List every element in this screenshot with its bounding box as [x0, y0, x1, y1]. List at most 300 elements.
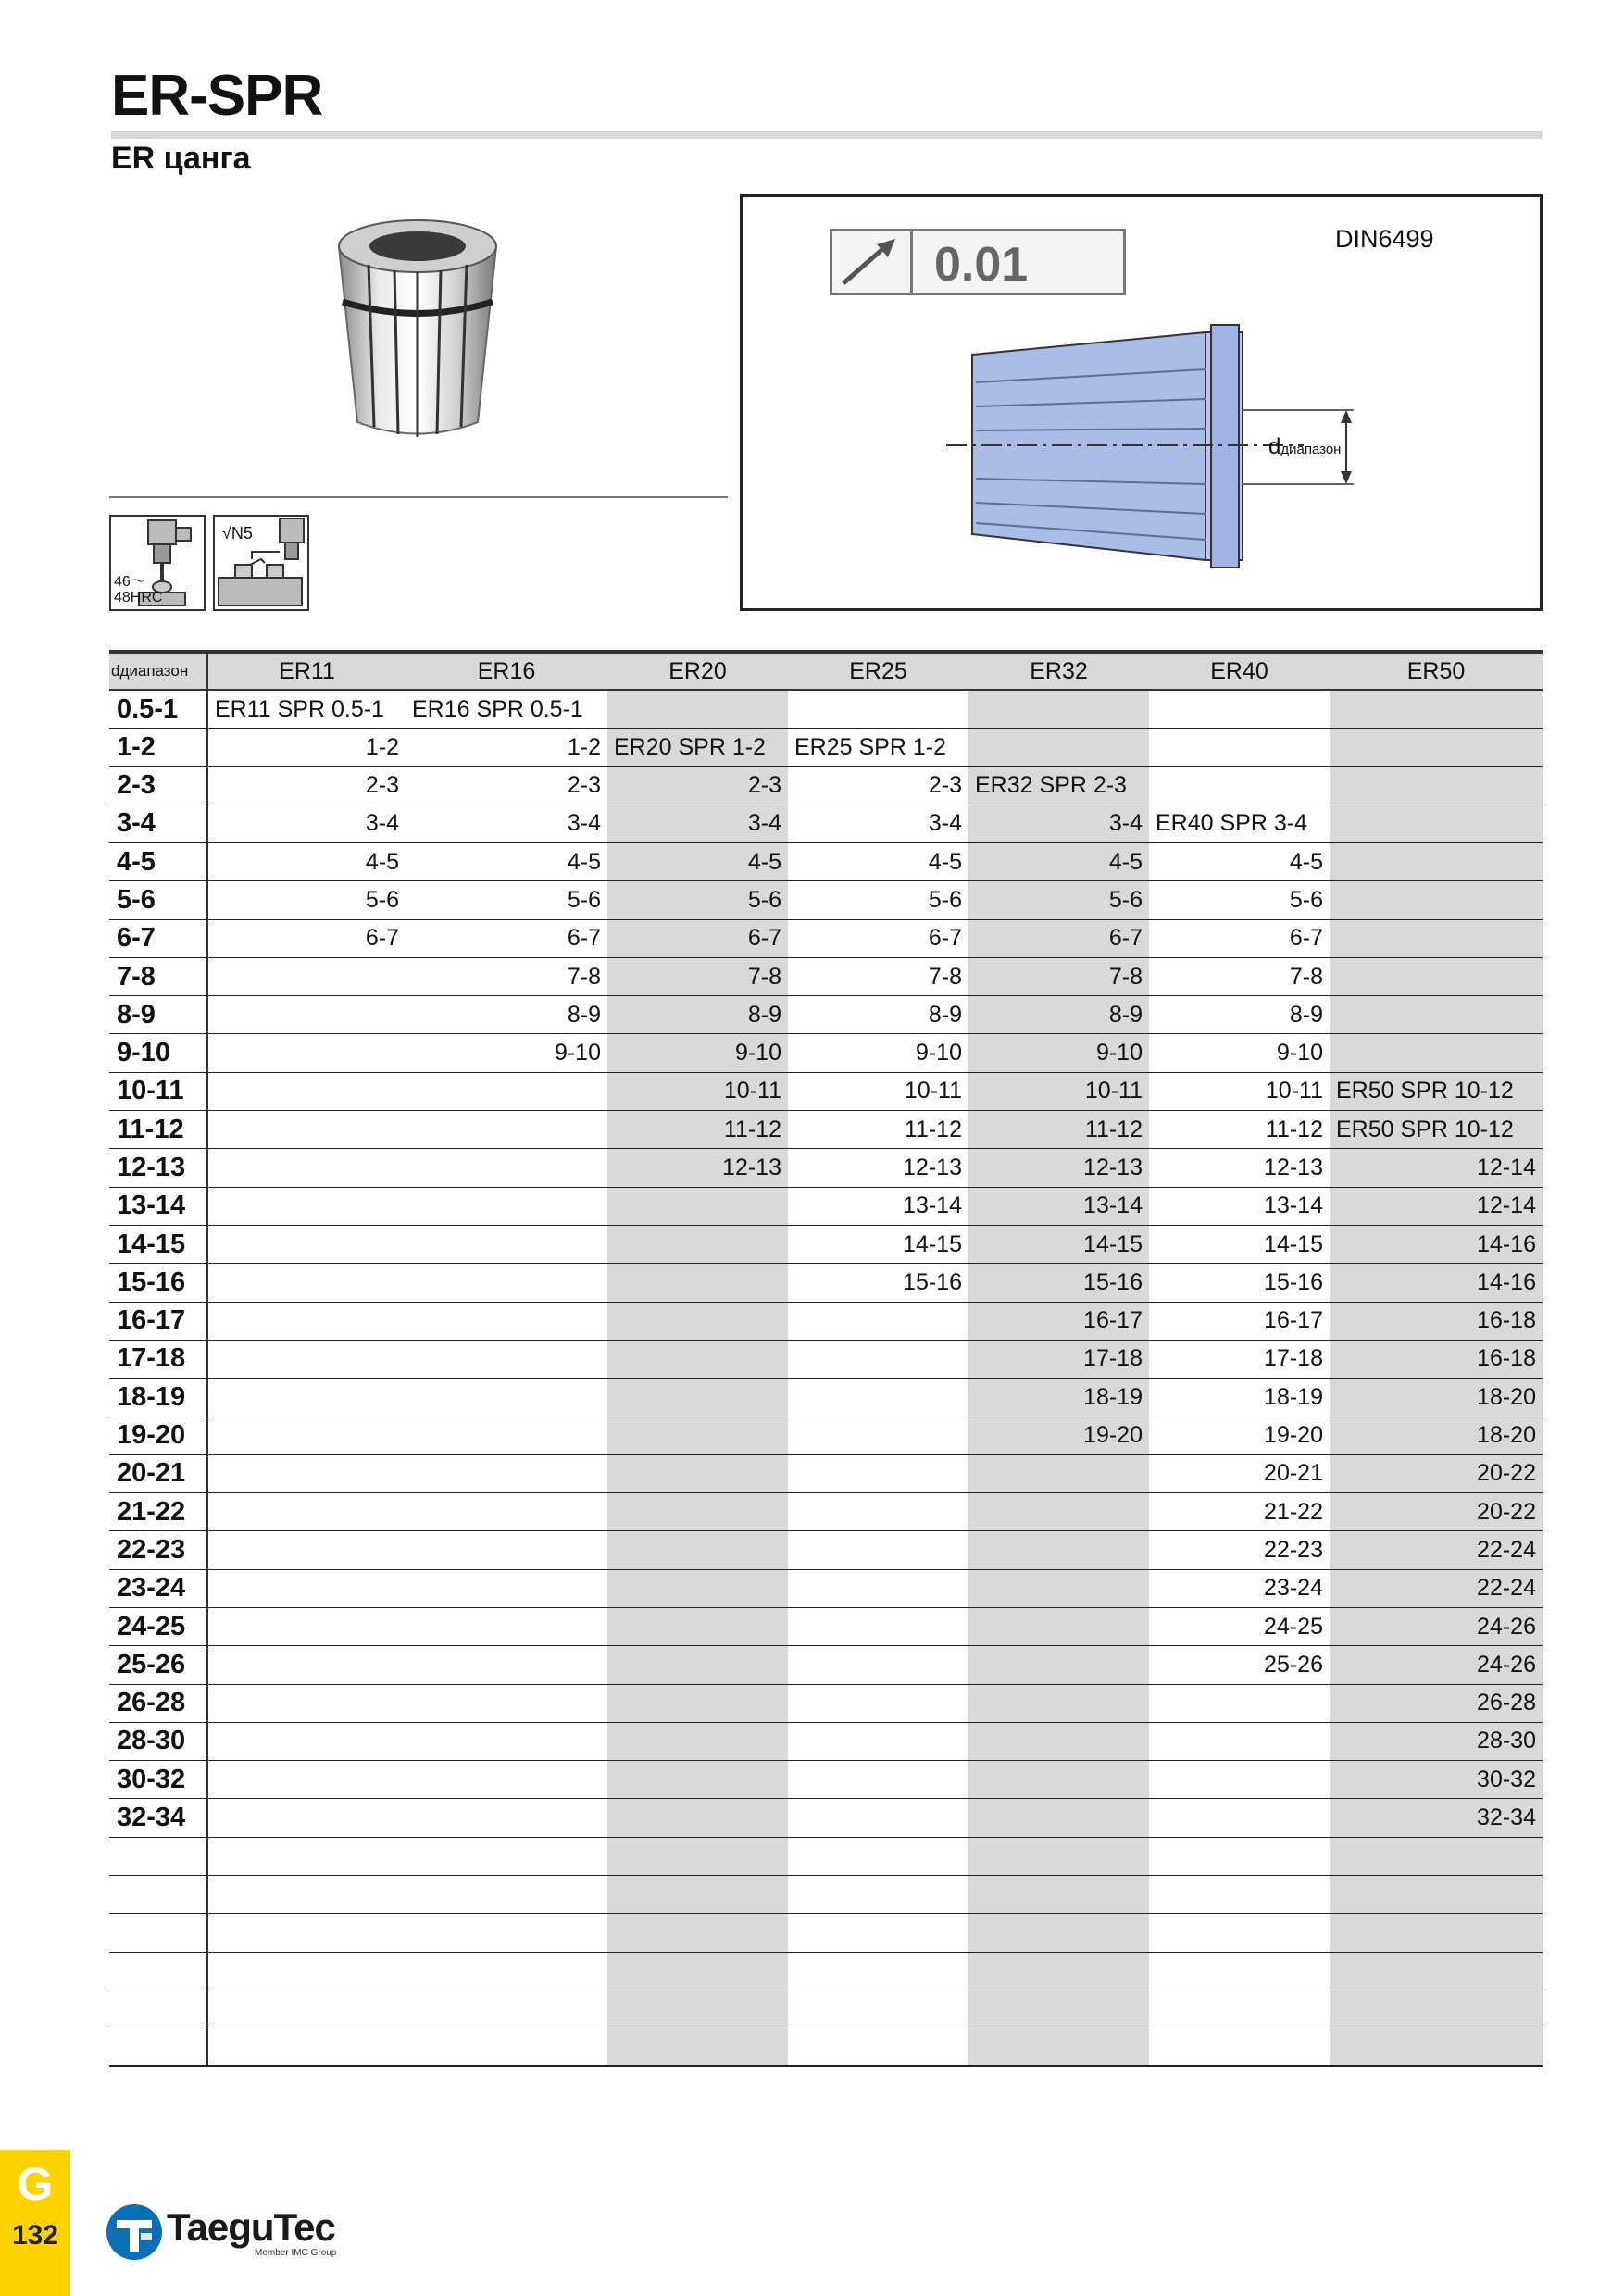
table-cell	[788, 1952, 968, 1990]
table-cell	[968, 1684, 1149, 1722]
table-cell	[607, 1379, 788, 1416]
table-cell	[1330, 1952, 1543, 1990]
table-row	[109, 1876, 1543, 1914]
table-cell: 10-11	[1149, 1072, 1330, 1110]
table-cell	[788, 1914, 968, 1952]
table-cell	[207, 1799, 406, 1837]
table-cell	[406, 1837, 607, 1875]
table-cell	[788, 1454, 968, 1492]
range-cell	[109, 1914, 207, 1952]
table-row	[109, 957, 1543, 995]
range-cell: 10-11	[109, 1072, 207, 1110]
table-cell	[607, 2028, 788, 2066]
table-cell	[207, 1340, 406, 1378]
table-cell: 11-12	[968, 1111, 1149, 1149]
taegutec-logo-icon	[104, 2202, 165, 2263]
table-cell: 32-34	[1330, 1799, 1543, 1837]
table-cell	[406, 1302, 607, 1340]
table-cell	[207, 957, 406, 995]
table-cell: 7-8	[607, 957, 788, 995]
table-row	[109, 1607, 1543, 1645]
table-cell	[607, 1799, 788, 1837]
table-row	[109, 690, 1543, 728]
table-cell: 19-20	[1149, 1416, 1330, 1454]
table-cell: 15-16	[968, 1264, 1149, 1302]
table-cell: 12-13	[1149, 1149, 1330, 1187]
table-cell	[406, 1799, 607, 1837]
table-cell	[788, 1761, 968, 1799]
column-header: ER40	[1149, 652, 1330, 690]
table-cell	[788, 1302, 968, 1340]
range-cell: 5-6	[109, 881, 207, 919]
table-cell: 25-26	[1149, 1646, 1330, 1684]
table-cell	[1330, 729, 1543, 767]
table-cell: 14-16	[1330, 1225, 1543, 1263]
table-cell	[1149, 1990, 1330, 2028]
photo-divider	[109, 496, 728, 498]
table-cell	[406, 1684, 607, 1722]
table-cell	[1149, 2028, 1330, 2066]
table-cell	[207, 2028, 406, 2066]
table-cell	[788, 1646, 968, 1684]
table-cell: 23-24	[1149, 1569, 1330, 1607]
surface-label: √N5	[222, 524, 253, 543]
hardness-label: 46～ 48HRC	[114, 574, 163, 605]
table-cell	[1149, 690, 1330, 728]
table-cell: 12-13	[968, 1149, 1149, 1187]
table-cell: 5-6	[207, 881, 406, 919]
range-cell	[109, 1876, 207, 1914]
table-row	[109, 1264, 1543, 1302]
table-cell: 28-30	[1330, 1722, 1543, 1760]
table-cell: 18-19	[1149, 1379, 1330, 1416]
table-cell: ER50 SPR 10-12	[1330, 1111, 1543, 1149]
table-cell	[968, 1493, 1149, 1531]
table-cell: 7-8	[968, 957, 1149, 995]
range-cell: 3-4	[109, 805, 207, 842]
table-cell	[1149, 1876, 1330, 1914]
table-cell: 10-11	[788, 1072, 968, 1110]
table-cell: 22-24	[1330, 1531, 1543, 1569]
table-row	[109, 1990, 1543, 2028]
range-cell: 13-14	[109, 1187, 207, 1225]
range-cell: 7-8	[109, 957, 207, 995]
table-cell	[788, 1990, 968, 2028]
table-cell	[406, 1569, 607, 1607]
table-cell: 4-5	[207, 842, 406, 880]
table-cell: 22-24	[1330, 1569, 1543, 1607]
table-cell	[406, 1264, 607, 1302]
table-cell	[1330, 1914, 1543, 1952]
table-cell: 4-5	[607, 842, 788, 880]
table-cell: 13-14	[1149, 1187, 1330, 1225]
table-cell	[968, 2028, 1149, 2066]
table-cell	[968, 1646, 1149, 1684]
table-cell	[788, 1569, 968, 1607]
table-cell: 6-7	[207, 919, 406, 957]
table-cell	[1149, 1837, 1330, 1875]
table-cell	[968, 1952, 1149, 1990]
table-cell	[1330, 767, 1543, 805]
range-cell	[109, 1952, 207, 1990]
section-letter: G	[17, 2158, 54, 2210]
table-header-row	[109, 652, 1543, 690]
table-cell	[207, 1569, 406, 1607]
table-cell: 22-23	[1149, 1531, 1330, 1569]
table-cell	[207, 1454, 406, 1492]
table-cell	[207, 1646, 406, 1684]
table-row	[109, 1646, 1543, 1684]
table-row	[109, 1379, 1543, 1416]
table-cell: 2-3	[207, 767, 406, 805]
table-cell	[1330, 996, 1543, 1034]
table-cell	[207, 1379, 406, 1416]
range-cell: 22-23	[109, 1531, 207, 1569]
table-row	[109, 1416, 1543, 1454]
table-cell	[207, 1493, 406, 1531]
table-cell	[968, 1569, 1149, 1607]
table-cell: 14-15	[968, 1225, 1149, 1263]
table-cell: ER20 SPR 1-2	[607, 729, 788, 767]
table-cell: 12-14	[1330, 1149, 1543, 1187]
table-cell	[607, 1876, 788, 1914]
column-header: ER32	[968, 652, 1149, 690]
table-cell: 24-26	[1330, 1607, 1543, 1645]
table-cell	[607, 1302, 788, 1340]
table-cell: 3-4	[607, 805, 788, 842]
table-cell	[607, 1187, 788, 1225]
range-cell: 0.5-1	[109, 690, 207, 728]
table-cell: 6-7	[788, 919, 968, 957]
table-cell: 2-3	[607, 767, 788, 805]
table-cell	[607, 1416, 788, 1454]
table-cell: 14-15	[788, 1225, 968, 1263]
table-cell: 7-8	[788, 957, 968, 995]
table-cell	[968, 729, 1149, 767]
table-cell: ER32 SPR 2-3	[968, 767, 1149, 805]
range-cell: 21-22	[109, 1493, 207, 1531]
table-cell	[1149, 1952, 1330, 1990]
collet-photo	[313, 209, 522, 450]
table-cell: 5-6	[788, 881, 968, 919]
table-cell	[788, 1837, 968, 1875]
table-cell: 9-10	[788, 1034, 968, 1072]
table-cell: 16-18	[1330, 1302, 1543, 1340]
table-cell: 15-16	[1149, 1264, 1330, 1302]
table-row	[109, 1914, 1543, 1952]
table-row	[109, 1454, 1543, 1492]
table-cell	[788, 1379, 968, 1416]
table-cell: 7-8	[406, 957, 607, 995]
table-cell	[788, 1722, 968, 1760]
table-cell	[406, 1722, 607, 1760]
table-cell	[968, 1761, 1149, 1799]
range-cell: 14-15	[109, 1225, 207, 1263]
table-cell	[207, 1111, 406, 1149]
table-cell: 16-17	[1149, 1302, 1330, 1340]
range-cell	[109, 1990, 207, 2028]
table-row	[109, 1111, 1543, 1149]
table-cell: 7-8	[1149, 957, 1330, 995]
table-cell	[406, 1379, 607, 1416]
table-cell	[1149, 1799, 1330, 1837]
table-cell	[607, 1225, 788, 1263]
table-cell: 13-14	[968, 1187, 1149, 1225]
table-cell	[1330, 2028, 1543, 2066]
table-cell: 1-2	[406, 729, 607, 767]
table-cell	[1330, 1876, 1543, 1914]
table-cell: 5-6	[607, 881, 788, 919]
table-cell	[207, 1149, 406, 1187]
table-row	[109, 1722, 1543, 1760]
table-cell	[1149, 767, 1330, 805]
runout-value: 0.01	[934, 238, 1029, 292]
table-cell	[406, 1111, 607, 1149]
table-cell: 8-9	[406, 996, 607, 1034]
range-cell: 17-18	[109, 1340, 207, 1378]
table-row	[109, 2028, 1543, 2066]
table-cell: 18-19	[968, 1379, 1149, 1416]
table-cell: 9-10	[968, 1034, 1149, 1072]
table-cell	[788, 1876, 968, 1914]
table-cell	[607, 1990, 788, 2028]
table-cell: 9-10	[1149, 1034, 1330, 1072]
table-cell	[406, 1914, 607, 1952]
range-cell: 23-24	[109, 1569, 207, 1607]
table-cell: 3-4	[968, 805, 1149, 842]
table-cell	[406, 1454, 607, 1492]
table-cell: 8-9	[607, 996, 788, 1034]
table-cell: 6-7	[1149, 919, 1330, 957]
table-cell	[406, 1876, 607, 1914]
table-cell: ER25 SPR 1-2	[788, 729, 968, 767]
table-cell	[968, 1607, 1149, 1645]
table-cell: 11-12	[607, 1111, 788, 1149]
range-cell	[109, 2028, 207, 2066]
table-cell	[968, 1454, 1149, 1492]
table-cell: 9-10	[607, 1034, 788, 1072]
table-cell: 10-11	[968, 1072, 1149, 1110]
table-cell: 14-16	[1330, 1264, 1543, 1302]
table-cell	[406, 1531, 607, 1569]
table-cell: 16-18	[1330, 1340, 1543, 1378]
table-cell	[1149, 1684, 1330, 1722]
table-cell	[788, 1531, 968, 1569]
range-cell: 11-12	[109, 1111, 207, 1149]
range-cell: 1-2	[109, 729, 207, 767]
table-row	[109, 805, 1543, 842]
table-cell	[406, 1149, 607, 1187]
table-cell: 20-22	[1330, 1454, 1543, 1492]
table-row	[109, 1837, 1543, 1875]
table-cell	[1330, 842, 1543, 880]
table-cell	[406, 1416, 607, 1454]
table-cell: 5-6	[968, 881, 1149, 919]
table-row	[109, 1799, 1543, 1837]
table-cell: 1-2	[207, 729, 406, 767]
table-cell	[1330, 690, 1543, 728]
table-cell: 30-32	[1330, 1761, 1543, 1799]
table-row	[109, 996, 1543, 1034]
table-cell: 8-9	[1149, 996, 1330, 1034]
table-cell: 6-7	[406, 919, 607, 957]
column-header: ER25	[788, 652, 968, 690]
table-cell: ER16 SPR 0.5-1	[406, 690, 607, 728]
page-subtitle: ER цанга	[111, 141, 251, 176]
table-cell: 4-5	[788, 842, 968, 880]
table-cell	[1330, 1034, 1543, 1072]
table-cell: 5-6	[1149, 881, 1330, 919]
table-cell	[788, 1493, 968, 1531]
table-cell	[968, 1799, 1149, 1837]
table-cell	[406, 1187, 607, 1225]
table-cell	[406, 1952, 607, 1990]
table-cell	[207, 1990, 406, 2028]
table-cell	[207, 1876, 406, 1914]
range-cell	[109, 1837, 207, 1875]
table-cell	[207, 1225, 406, 1263]
table-row	[109, 1034, 1543, 1072]
table-cell	[607, 1531, 788, 1569]
table-cell: 11-12	[788, 1111, 968, 1149]
table-cell	[207, 1302, 406, 1340]
table-cell	[607, 1722, 788, 1760]
table-cell: 6-7	[968, 919, 1149, 957]
table-cell: 18-20	[1330, 1379, 1543, 1416]
table-row	[109, 1340, 1543, 1378]
table-cell	[607, 1761, 788, 1799]
table-cell: 12-13	[607, 1149, 788, 1187]
table-cell	[207, 1684, 406, 1722]
table-cell	[207, 1952, 406, 1990]
table-cell: 4-5	[406, 842, 607, 880]
table-cell	[788, 1340, 968, 1378]
table-cell: 6-7	[607, 919, 788, 957]
table-cell: 20-22	[1330, 1493, 1543, 1531]
table-cell	[207, 1722, 406, 1760]
table-row	[109, 1225, 1543, 1263]
table-cell	[607, 1914, 788, 1952]
table-cell: 2-3	[406, 767, 607, 805]
table-cell	[968, 1876, 1149, 1914]
table-row	[109, 1684, 1543, 1722]
table-cell	[1330, 1990, 1543, 2028]
table-cell: 3-4	[788, 805, 968, 842]
range-cell: 9-10	[109, 1034, 207, 1072]
table-row	[109, 729, 1543, 767]
table-cell	[406, 1072, 607, 1110]
range-cell: 25-26	[109, 1646, 207, 1684]
table-cell: 3-4	[406, 805, 607, 842]
range-cell: 26-28	[109, 1684, 207, 1722]
table-cell	[207, 1034, 406, 1072]
range-cell: 8-9	[109, 996, 207, 1034]
range-cell: 32-34	[109, 1799, 207, 1837]
table-cell	[607, 1340, 788, 1378]
table-row	[109, 1531, 1543, 1569]
brand-subtitle: Member IMC Group	[255, 2248, 337, 2258]
table-cell	[968, 1722, 1149, 1760]
table-cell	[406, 1493, 607, 1531]
table-cell: 3-4	[207, 805, 406, 842]
table-cell: 17-18	[968, 1340, 1149, 1378]
hardness-icon	[109, 515, 206, 611]
table-cell	[406, 1225, 607, 1263]
table-cell: 13-14	[788, 1187, 968, 1225]
table-cell	[1330, 805, 1543, 842]
table-cell	[406, 2028, 607, 2066]
table-cell	[968, 1990, 1149, 2028]
table-cell: 24-25	[1149, 1607, 1330, 1645]
table-cell	[207, 1416, 406, 1454]
table-cell: 26-28	[1330, 1684, 1543, 1722]
table-cell: 4-5	[1149, 842, 1330, 880]
table-cell	[607, 1646, 788, 1684]
table-cell: 15-16	[788, 1264, 968, 1302]
range-cell: 4-5	[109, 842, 207, 880]
table-cell	[607, 1264, 788, 1302]
range-cell: 30-32	[109, 1761, 207, 1799]
table-cell: 11-12	[1149, 1111, 1330, 1149]
table-cell	[1149, 1761, 1330, 1799]
table-cell	[1149, 1722, 1330, 1760]
table-cell	[207, 996, 406, 1034]
brand-name: TaeguTec	[167, 2205, 335, 2249]
table-cell: 5-6	[406, 881, 607, 919]
table-cell: 17-18	[1149, 1340, 1330, 1378]
table-cell	[607, 1952, 788, 1990]
table-cell: 10-11	[607, 1072, 788, 1110]
table-cell	[788, 690, 968, 728]
table-cell: 24-26	[1330, 1646, 1543, 1684]
table-cell	[1149, 1914, 1330, 1952]
table-row	[109, 767, 1543, 805]
table-cell	[607, 1607, 788, 1645]
range-cell: 16-17	[109, 1302, 207, 1340]
table-cell	[406, 1646, 607, 1684]
table-cell	[207, 1607, 406, 1645]
table-cell	[1330, 919, 1543, 957]
table-cell	[607, 1569, 788, 1607]
table-cell: ER50 SPR 10-12	[1330, 1072, 1543, 1110]
page-title: ER-SPR	[111, 64, 323, 128]
table-cell	[1330, 1837, 1543, 1875]
table-cell	[406, 1761, 607, 1799]
table-cell: 2-3	[788, 767, 968, 805]
table-cell	[207, 1761, 406, 1799]
table-cell	[788, 1416, 968, 1454]
table-cell	[607, 1493, 788, 1531]
table-cell: 21-22	[1149, 1493, 1330, 1531]
technical-diagram	[740, 194, 1543, 611]
dimension-label: dдиапазон	[1268, 434, 1342, 459]
table-cell	[607, 690, 788, 728]
page-number: 132	[11, 2220, 59, 2251]
table-cell	[207, 1072, 406, 1110]
range-cell: 18-19	[109, 1379, 207, 1416]
table-cell: ER11 SPR 0.5-1	[207, 690, 406, 728]
table-cell: 12-14	[1330, 1187, 1543, 1225]
table-cell: 19-20	[968, 1416, 1149, 1454]
table-row	[109, 1569, 1543, 1607]
table-cell: 8-9	[968, 996, 1149, 1034]
table-cell	[207, 1187, 406, 1225]
table-row	[109, 842, 1543, 880]
table-cell: 16-17	[968, 1302, 1149, 1340]
table-cell	[207, 1914, 406, 1952]
table-row	[109, 1072, 1543, 1110]
column-header: ER20	[607, 652, 788, 690]
